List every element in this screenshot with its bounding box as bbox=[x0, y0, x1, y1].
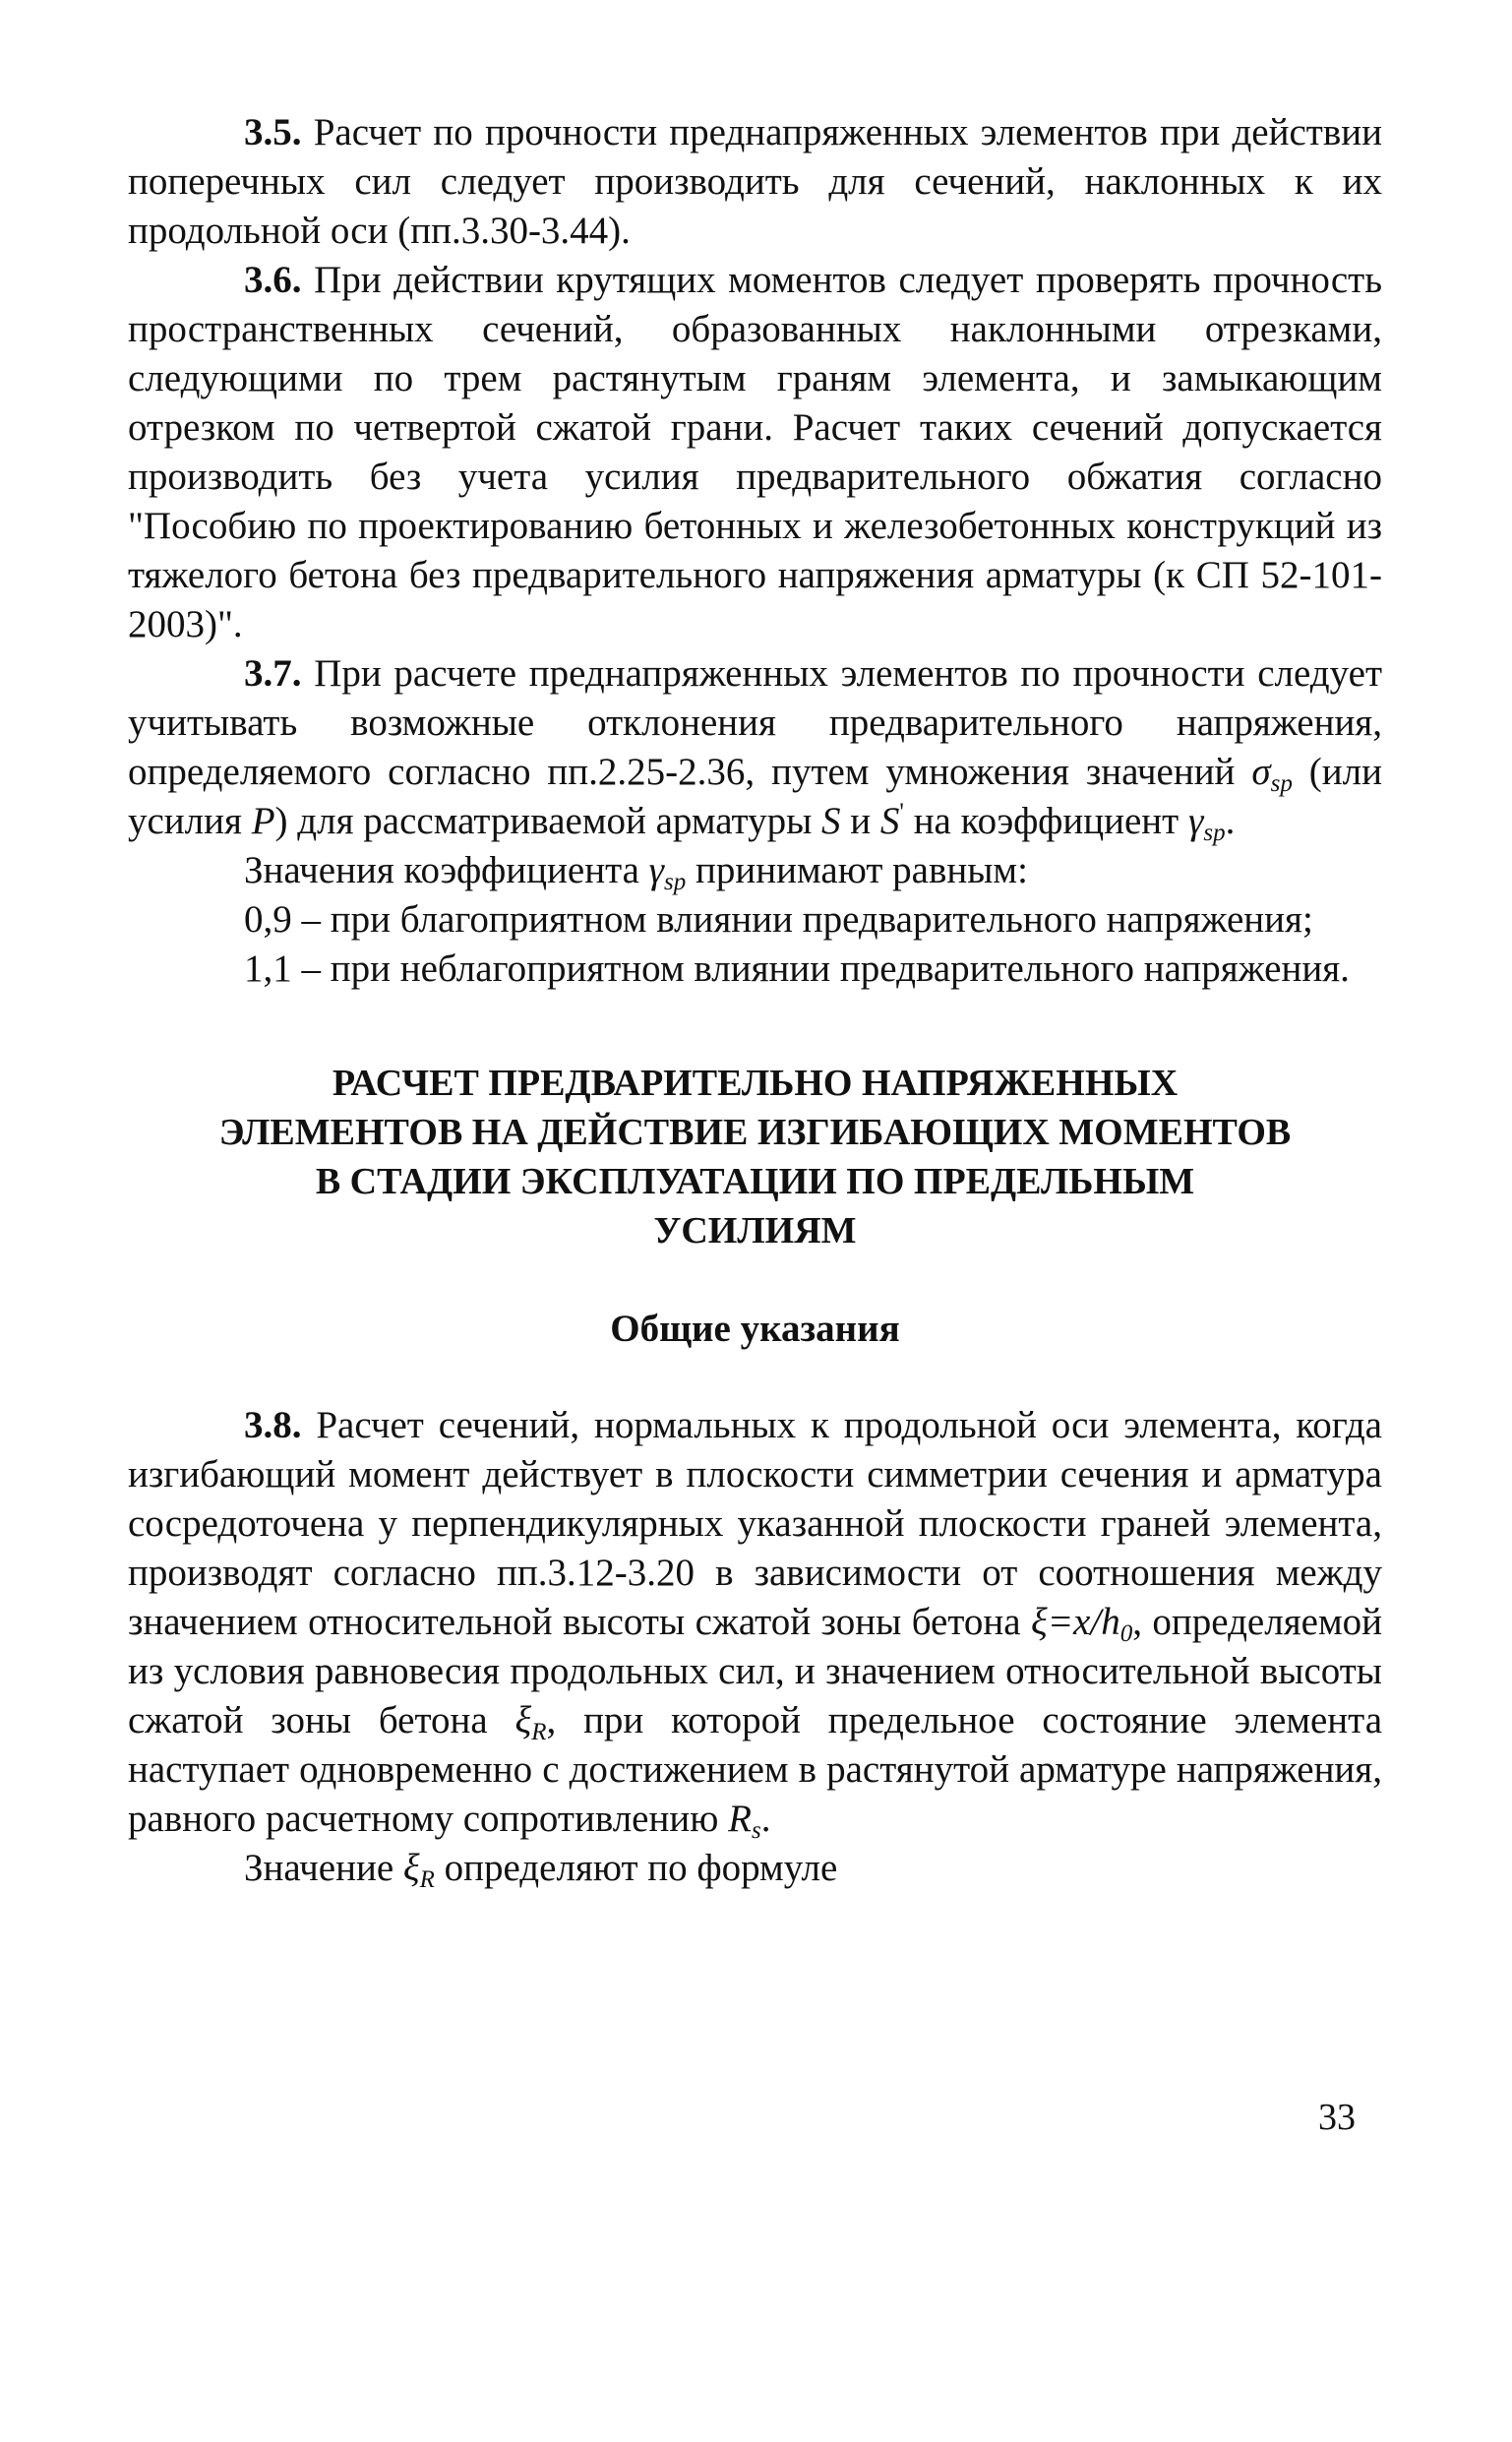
list-item: 0,9 – при благоприятном влиянии предварительного напряжения; bbox=[244, 898, 1313, 941]
xi-formula: ξ=x/h bbox=[1031, 1601, 1120, 1643]
paragraph-text: При расчете преднапряженных элементов по прочности следует учитывать возможные отклонения предварительного напряжения, определяемого согласно пп.2.25-2.36, путем умножения значений bbox=[128, 652, 1382, 793]
gamma-symbol: γ bbox=[648, 849, 665, 891]
paragraph-text: Значение bbox=[244, 1847, 403, 1889]
reinforcement-symbol: S bbox=[879, 800, 900, 842]
section-heading bbox=[128, 1059, 1382, 1255]
page-body bbox=[128, 108, 1382, 1893]
gamma-subscript: sp bbox=[664, 869, 687, 895]
paragraph-text: При действии крутящих моментов следует проверять прочность пространственных сечений, образованных наклонными отрезками, следующими по трем растянутым граням элемента, и замыкающим отрезком по четвертой сжатой грани. Расчет таких сечений допускается производить без учета усилия предварительного обжатия согласно "Пособию по проектированию бетонных и железобетонных конструкций из тяжелого бетона без предварительного напряжения арматуры (к СП 52-101-2003)". bbox=[128, 259, 1382, 645]
sigma-subscript: sp bbox=[1270, 770, 1293, 797]
xi-formula-subscript: 0 bbox=[1119, 1620, 1133, 1647]
xi-r-subscript: R bbox=[531, 1719, 547, 1745]
paragraph-text: определяют по формуле bbox=[434, 1847, 838, 1889]
heading-line: В СТАДИИ ЭКСПЛУАТАЦИИ ПО ПРЕДЕЛЬНЫМ bbox=[315, 1161, 1195, 1202]
paragraph-text: (или усилия bbox=[128, 751, 1382, 842]
paragraph-text: принимают равным: bbox=[686, 849, 1028, 891]
force-symbol: P bbox=[251, 800, 275, 842]
coefficient-intro bbox=[128, 846, 1382, 895]
paragraph-text: . bbox=[1225, 800, 1236, 842]
list-item: 1,1 – при неблагоприятном влиянии предварительного напряжения. bbox=[244, 947, 1350, 990]
xi-r-symbol: ξ bbox=[514, 1699, 532, 1741]
resistance-symbol: R bbox=[728, 1798, 752, 1840]
heading-line: УСИЛИЯМ bbox=[653, 1210, 857, 1252]
gamma-symbol: γ bbox=[1187, 800, 1204, 842]
paragraph-text: Расчет сечений, нормальных к продольной оси элемента, когда изгибающий момент действует в плоскости симметрии сечения и арматура сосредоточена у перпендикулярных указанной плоскости граней элемента, производят согласно пп.3.12-3.20 в зависимости от соотношения между значением относительной высоты сжатой зоны бетона bbox=[128, 1404, 1382, 1643]
heading-line: ЭЛЕМЕНТОВ НА ДЕЙСТВИЕ ИЗГИБАЮЩИХ МОМЕНТОВ bbox=[218, 1112, 1292, 1153]
gamma-subscript: sp bbox=[1203, 820, 1226, 846]
reinforcement-symbol: S bbox=[821, 800, 841, 842]
paragraph-3-7 bbox=[128, 649, 1382, 846]
paragraph-number: 3.7. bbox=[244, 652, 302, 695]
subsection-heading: Общие указания bbox=[610, 1308, 900, 1350]
paragraph-text: , при которой предельное состояние элемента наступает одновременно с достижением в растянутой арматуре напряжения, равного расчетному сопротивлению bbox=[128, 1699, 1383, 1840]
formula-intro bbox=[128, 1844, 1382, 1893]
xi-r-symbol: ξ bbox=[402, 1847, 420, 1889]
paragraph-number: 3.5. bbox=[244, 111, 302, 153]
paragraph-text: Расчет по прочности преднапряженных элементов при действии поперечных сил следует производить для сечений, наклонных к их продольной оси (пп.3.30-3.44). bbox=[128, 111, 1382, 252]
paragraph-number: 3.6. bbox=[244, 259, 302, 301]
sigma-symbol: σ bbox=[1251, 751, 1271, 793]
paragraph-text: , определяемой из условия равновесия продольных сил, и значением относительной высоты сжатой зоны бетона bbox=[128, 1601, 1382, 1741]
paragraph-text: . bbox=[760, 1798, 771, 1840]
paragraph-text: и bbox=[840, 800, 880, 842]
paragraph-number: 3.8. bbox=[244, 1404, 302, 1446]
xi-r-subscript: R bbox=[419, 1866, 435, 1893]
paragraph-text: Значения коэффициента bbox=[244, 849, 649, 891]
paragraph-3-5 bbox=[128, 108, 1382, 256]
paragraph-text: на коэффициент bbox=[903, 800, 1188, 842]
paragraph-3-8 bbox=[128, 1401, 1382, 1844]
heading-line: РАСЧЕТ ПРЕДВАРИТЕЛЬНО НАПРЯЖЕННЫХ bbox=[332, 1063, 1179, 1104]
paragraph-text: ) для рассматриваемой арматуры bbox=[274, 800, 822, 842]
paragraph-3-6 bbox=[128, 256, 1382, 649]
page-number: 33 bbox=[1318, 2097, 1356, 2138]
resistance-subscript: s bbox=[751, 1817, 761, 1844]
prime-mark: ' bbox=[899, 799, 904, 825]
